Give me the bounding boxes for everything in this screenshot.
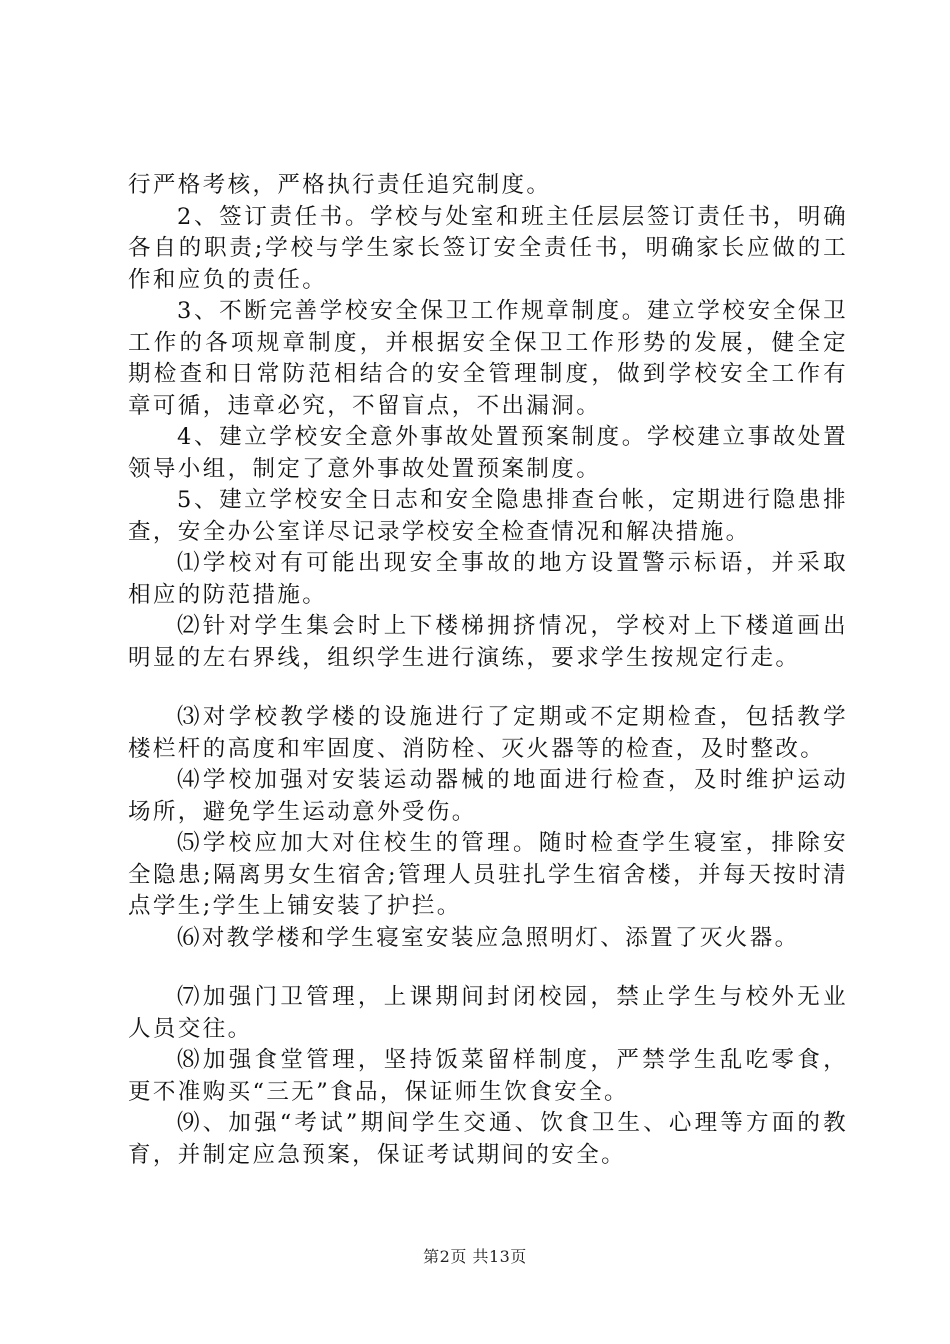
sub-item-3: ⑶对学校教学楼的设施进行了定期或不定期检查，包括教学楼栏杆的高度和牢固度、消防栓、灭火器等的检查，及时整改。 bbox=[128, 704, 848, 762]
sub-item-6: ⑹对教学楼和学生寝室安装应急照明灯、添置了灭火器。 bbox=[177, 924, 800, 951]
sub-item-8: ⑻加强食堂管理，坚持饭菜留样制度，严禁学生乱吃零食，更不准购买“三无”食品，保证师生饮食安全。 bbox=[128, 1047, 848, 1105]
paragraph-item-4: 4、建立学校安全意外事故处置预案制度。学校建立事故处置领导小组，制定了意外事故处置预案制度。 bbox=[128, 424, 848, 482]
paragraph-continuation: 行严格考核，严格执行责任追究制度。 bbox=[128, 172, 552, 198]
sub-item-4: ⑷学校加强对安装运动器械的地面进行检查，及时维护运动场所，避免学生运动意外受伤。 bbox=[128, 767, 848, 825]
sub-item-5: ⑸学校应加大对住校生的管理。随时检查学生寝室，排除安全隐患;隔离男女生宿舍;管理人员驻扎学生宿舍楼，并每天按时清点学生;学生上铺安装了护拦。 bbox=[128, 830, 848, 919]
sub-item-1: ⑴学校对有可能出现安全事故的地方设置警示标语，并采取相应的防范措施。 bbox=[128, 550, 848, 608]
page-number-footer: 第2页 共13页 bbox=[423, 1247, 527, 1266]
sub-item-7: ⑺加强门卫管理，上课期间封闭校园，禁止学生与校外无业人员交往。 bbox=[128, 984, 848, 1042]
document-body bbox=[128, 170, 848, 1171]
sub-item-9: ⑼、加强“考试”期间学生交通、饮食卫生、心理等方面的教育，并制定应急预案，保证考试期间的安全。 bbox=[128, 1110, 848, 1168]
sub-item-2: ⑵针对学生集会时上下楼梯拥挤情况，学校对上下楼道画出明显的左右界线，组织学生进行演练，要求学生按规定行走。 bbox=[128, 613, 848, 671]
paragraph-item-3: 3、不断完善学校安全保卫工作规章制度。建立学校安全保卫工作的各项规章制度，并根据安全保卫工作形势的发展，健全定期检查和日常防范相结合的安全管理制度，做到学校安全工作有章可循，违章必究，不留盲点，不出漏洞。 bbox=[128, 298, 848, 419]
paragraph-item-2: 2、签订责任书。学校与处室和班主任层层签订责任书，明确各自的职责;学校与学生家长签订安全责任书，明确家长应做的工作和应负的责任。 bbox=[128, 203, 848, 293]
paragraph-item-5: 5、建立学校安全日志和安全隐患排查台帐，定期进行隐患排查，安全办公室详尽记录学校安全检查情况和解决措施。 bbox=[128, 487, 848, 545]
